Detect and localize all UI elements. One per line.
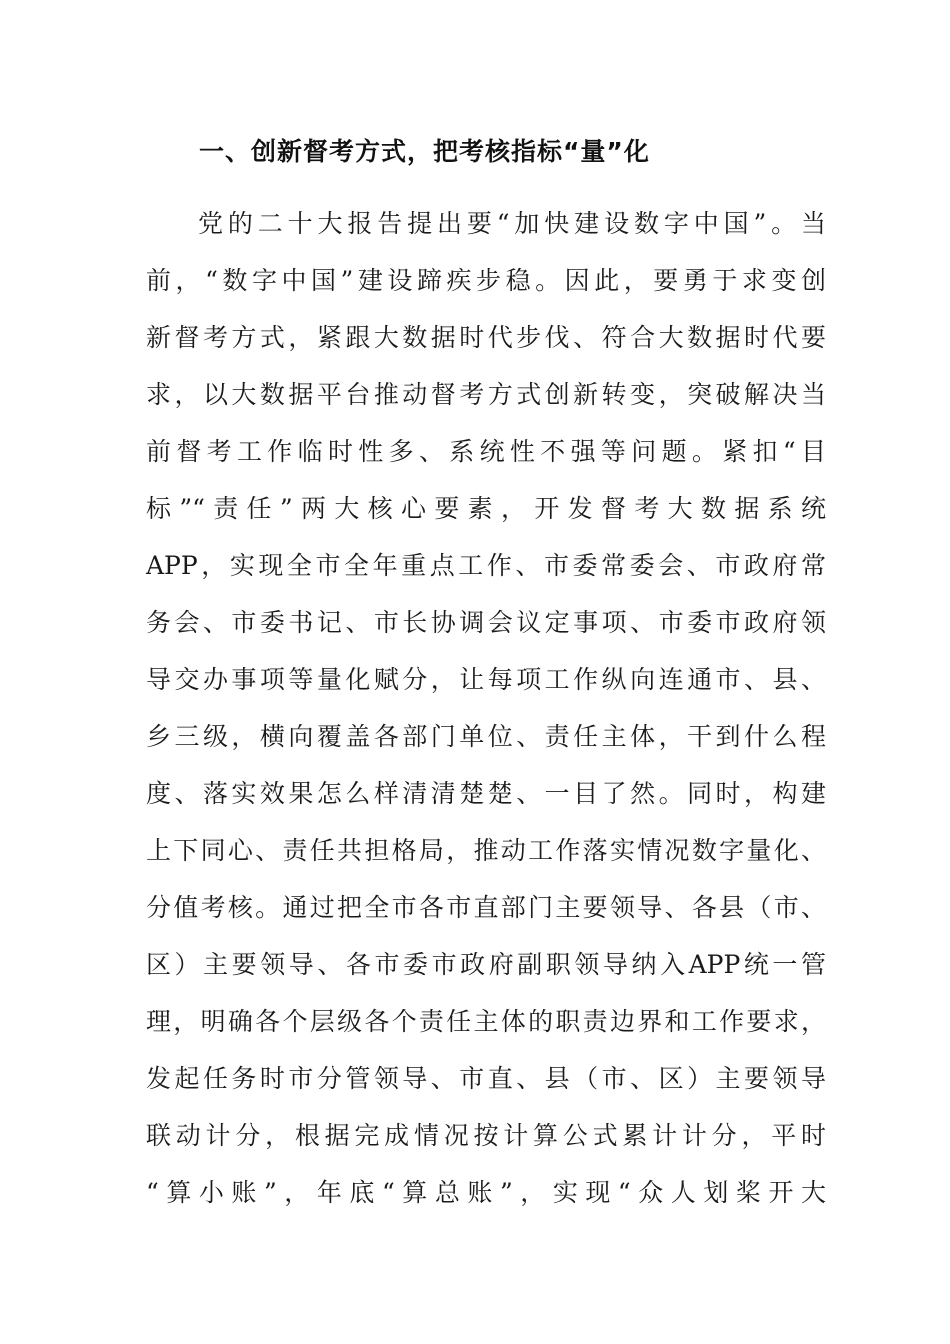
paragraph-line: 前督考工作临时性多、系统性不强等问题。紧扣“目	[146, 437, 826, 466]
section-heading: 一、创新督考方式，把考核指标“量”化	[199, 137, 650, 166]
paragraph-line: 发起任务时市分管领导、市直、县（市、区）主要领导	[146, 1064, 826, 1093]
body-paragraph	[146, 202, 826, 1228]
paragraph-line: APP，实现全市全年重点工作、市委常委会、市政府常	[146, 551, 826, 580]
paragraph-line: 求，以大数据平台推动督考方式创新转变，突破解决当	[146, 380, 826, 409]
paragraph-line: 度、落实效果怎么样清清楚楚、一目了然。同时，构建	[146, 779, 826, 808]
paragraph-line: 新督考方式，紧跟大数据时代步伐、符合大数据时代要	[146, 323, 826, 352]
paragraph-line: 区）主要领导、各市委市政府副职领导纳入APP统一管	[146, 950, 826, 979]
paragraph-line: “算小账”，年底“算总账”，实现“众人划桨开大	[146, 1178, 826, 1207]
paragraph-line: 党的二十大报告提出要“加快建设数字中国”。当	[198, 209, 826, 238]
paragraph-line: 务会、市委书记、市长协调会议定事项、市委市政府领	[146, 608, 826, 637]
paragraph-line: 分值考核。通过把全市各市直部门主要领导、各县（市、	[146, 893, 826, 922]
paragraph-line: 前，“数字中国”建设蹄疾步稳。因此，要勇于求变创	[146, 266, 826, 295]
paragraph-line: 联动计分，根据完成情况按计算公式累计计分，平时	[146, 1121, 826, 1150]
paragraph-line: 上下同心、责任共担格局，推动工作落实情况数字量化、	[146, 836, 826, 865]
paragraph-line: 乡三级，横向覆盖各部门单位、责任主体，干到什么程	[146, 722, 826, 751]
paragraph-line: 导交办事项等量化赋分，让每项工作纵向连通市、县、	[146, 665, 826, 694]
paragraph-line: 理，明确各个层级各个责任主体的职责边界和工作要求，	[146, 1007, 826, 1036]
paragraph-line: 标”“责任”两大核心要素，开发督考大数据系统	[146, 494, 826, 523]
